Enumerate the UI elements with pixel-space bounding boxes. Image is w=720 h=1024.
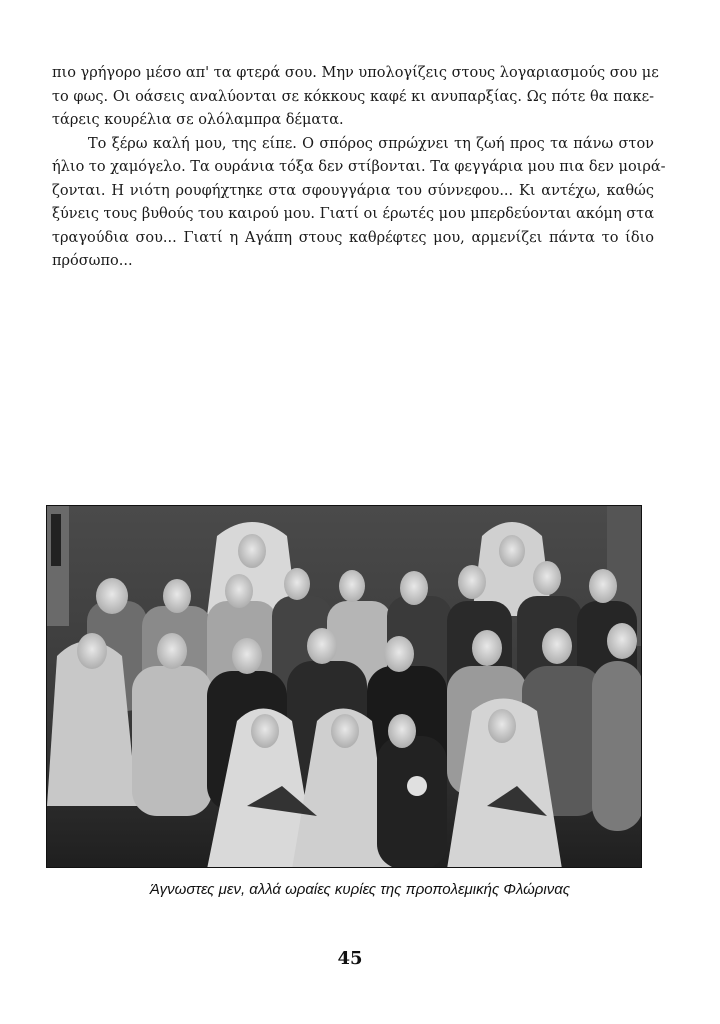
text-line: το φως. Οι οάσεις αναλύονται σε κόκκους καφέ κι ανυπαρξίας. Ως πότε θα πακε- bbox=[52, 88, 654, 105]
text-line: ξύνεις τους βυθούς του καιρού μου. Γιατί οι έρωτές μου μπερδεύονται ακόμη στα bbox=[52, 206, 654, 222]
text-line: τραγούδια σου... Γιατί η Αγάπη στους καθρέφτες μου, αρμενίζει πάντα το ίδιο bbox=[52, 229, 654, 246]
text-line: ζονται. Η νιότη ρουφήχτηκε στα σφουγγάρια του σύννεφου... Κι αντέχω, καθώς bbox=[52, 182, 654, 199]
text-line: πιο γρήγορο μέσο απ' τα φτερά σου. Μην υπολογίζεις στους λογαριασμούς σου με bbox=[52, 65, 659, 81]
photo-illustration bbox=[47, 506, 642, 868]
text-line: τάρεις κουρέλια σε ολόλαμπρα δέματα. bbox=[52, 112, 344, 128]
photo-caption: Άγνωστες μεν, αλλά ωραίες κυρίες της προπολεμικής Φλώρινας bbox=[149, 881, 571, 898]
group-portrait-photo bbox=[46, 505, 642, 868]
page-number: 45 bbox=[337, 948, 363, 969]
text-line: πρόσωπο... bbox=[52, 253, 133, 269]
text-line: ήλιο το χαμόγελο. Τα ουράνια τόξα δεν στίβονται. Τα φεγγάρια μου πια δεν μοιρά- bbox=[52, 159, 666, 175]
text-line: Το ξέρω καλή μου, της είπε. Ο σπόρος σπρώχνει τη ζωή προς τα πάνω στον bbox=[88, 135, 654, 152]
body-text bbox=[52, 62, 666, 274]
